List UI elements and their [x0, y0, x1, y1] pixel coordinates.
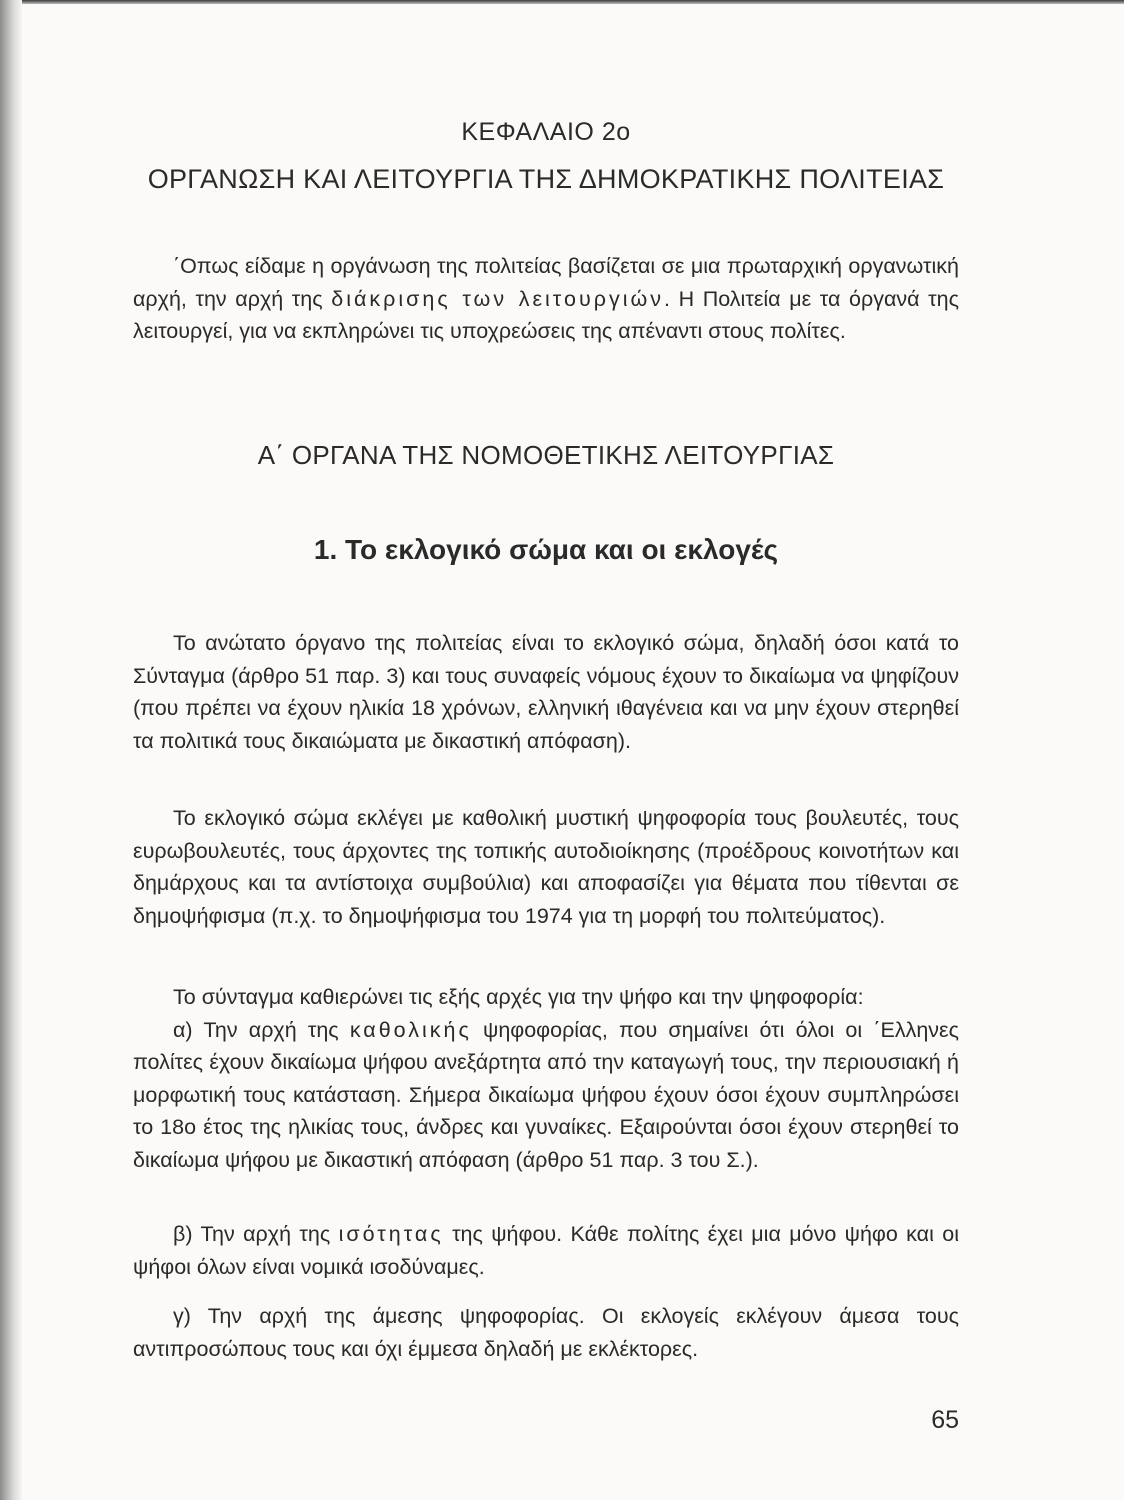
paragraph-principle-c: γ) Την αρχή της άμεσης ψηφοφορίας. Οι εκλογείς εκλέγουν άμεσα τους αντιπροσώπους τους και όχι έμμεσα δηλαδή με εκλέκτορες.	[133, 1304, 959, 1361]
principle-a-text: ψηφοφορίας, που σημαίνει ότι όλοι οι ΄Ελληνες πολίτες έχουν δικαίωμα ψήφου ανεξάρτητα από την καταγωγή τους, την περιουσιακή ή μορφωτική τους κατάσταση. Σήμερα δικαίωμα ψήφου έχουν όσοι έχουν συμπληρώσει το 18ο έτος της ηλικίας τους, άνδρες και γυναίκες. Εξαιρούνται όσοι έχουν στερηθεί το δικαίωμα ψήφου με δικαστική απόφαση (άρθρο 51 παρ. 3 του Σ.).	[133, 1017, 959, 1172]
principle-a-emphasis: καθολικής	[349, 1017, 472, 1042]
paragraph-electoral-body: Το ανώτατο όργανο της πολιτείας είναι το εκλογικό σώμα, δηλαδή όσοι κατά το Σύνταγμα (άρθρο 51 παρ. 3) και τους συναφείς νόμους έχουν το δικαίωμα να ψηφίζουν (που πρέπει να έχουν ηλικία 18 χρόνων, ελληνική ιθαγένεια και να μην έχουν στερηθεί τα πολιτικά τους δικαιώματα με δικαστική απόφαση).	[133, 631, 959, 753]
body-block-2	[133, 802, 959, 932]
principle-b-text: της ψήφου. Κάθε πολίτης έχει μια μόνο ψήφο και οι ψήφοι όλων είναι νομικά ισοδύναμες.	[133, 1222, 959, 1279]
principle-b-prefix: β) Την αρχή της	[173, 1222, 331, 1246]
body-block-4	[133, 1218, 959, 1283]
paragraph-elections: Το εκλογικό σώμα εκλέγει με καθολική μυστική ψηφοφορία τους βουλευτές, τους ευρωβουλευτές, τους άρχοντες της τοπικής αυτοδιοίκησης (προέδρους κοινοτήτων και δημάρχους και τα αντίστοιχα συμβούλια) και αποφασίζει για θέματα που τίθενται σε δημοψήφισμα (π.χ. το δημοψήφισμα του 1974 για τη μορφή του πολιτεύματος).	[133, 806, 959, 928]
body-block-5	[133, 1300, 959, 1365]
subsection-heading: 1. Το εκλογικό σώμα και οι εκλογές	[313, 534, 779, 565]
principle-a-prefix: α) Την αρχή της	[173, 1017, 339, 1042]
paragraph-principles-intro: Το σύνταγμα καθιερώνει τις εξής αρχές για την ψήφο και την ψηφοφορία:	[173, 985, 864, 1009]
body-block-1	[133, 627, 959, 757]
intro-paragraph	[133, 250, 959, 348]
scan-binding-shadow	[0, 0, 22, 1500]
principle-b-emphasis: ισότητας	[338, 1222, 444, 1246]
body-block-3	[133, 981, 959, 1176]
chapter-label: ΚΕΦΑΛΑΙΟ 2ο	[461, 118, 631, 146]
scan-top-edge	[0, 0, 1124, 4]
section-heading: Α΄ ΟΡΓΑΝΑ ΤΗΣ ΝΟΜΟΘΕΤΙΚΗΣ ΛΕΙΤΟΥΡΓΙΑΣ	[257, 440, 835, 470]
chapter-title: ΟΡΓΑΝΩΣΗ ΚΑΙ ΛΕΙΤΟΥΡΓΙΑ ΤΗΣ ΔΗΜΟΚΡΑΤΙΚΗΣ ΠΟΛΙΤΕΙΑΣ	[147, 164, 945, 194]
intro-text-start: ΄Οπως είδαμε η οργάνωση της πολιτείας βασίζεται σε μια πρωταρχική οργανωτική αρχή, την αρχή της	[133, 254, 959, 311]
intro-emphasis: διάκρισης των λειτουργιών	[331, 286, 665, 311]
paragraph-principle-b	[133, 1218, 959, 1283]
paragraph-principle-a	[133, 1014, 959, 1177]
intro-block	[133, 250, 959, 348]
intro-text-end: . Η Πολιτεία με τα όργανά της λειτουργεί, για να εκπληρώνει τις υποχρεώσεις της απέναντι στους πολίτες.	[133, 286, 959, 343]
page-number: 65	[931, 1406, 959, 1434]
